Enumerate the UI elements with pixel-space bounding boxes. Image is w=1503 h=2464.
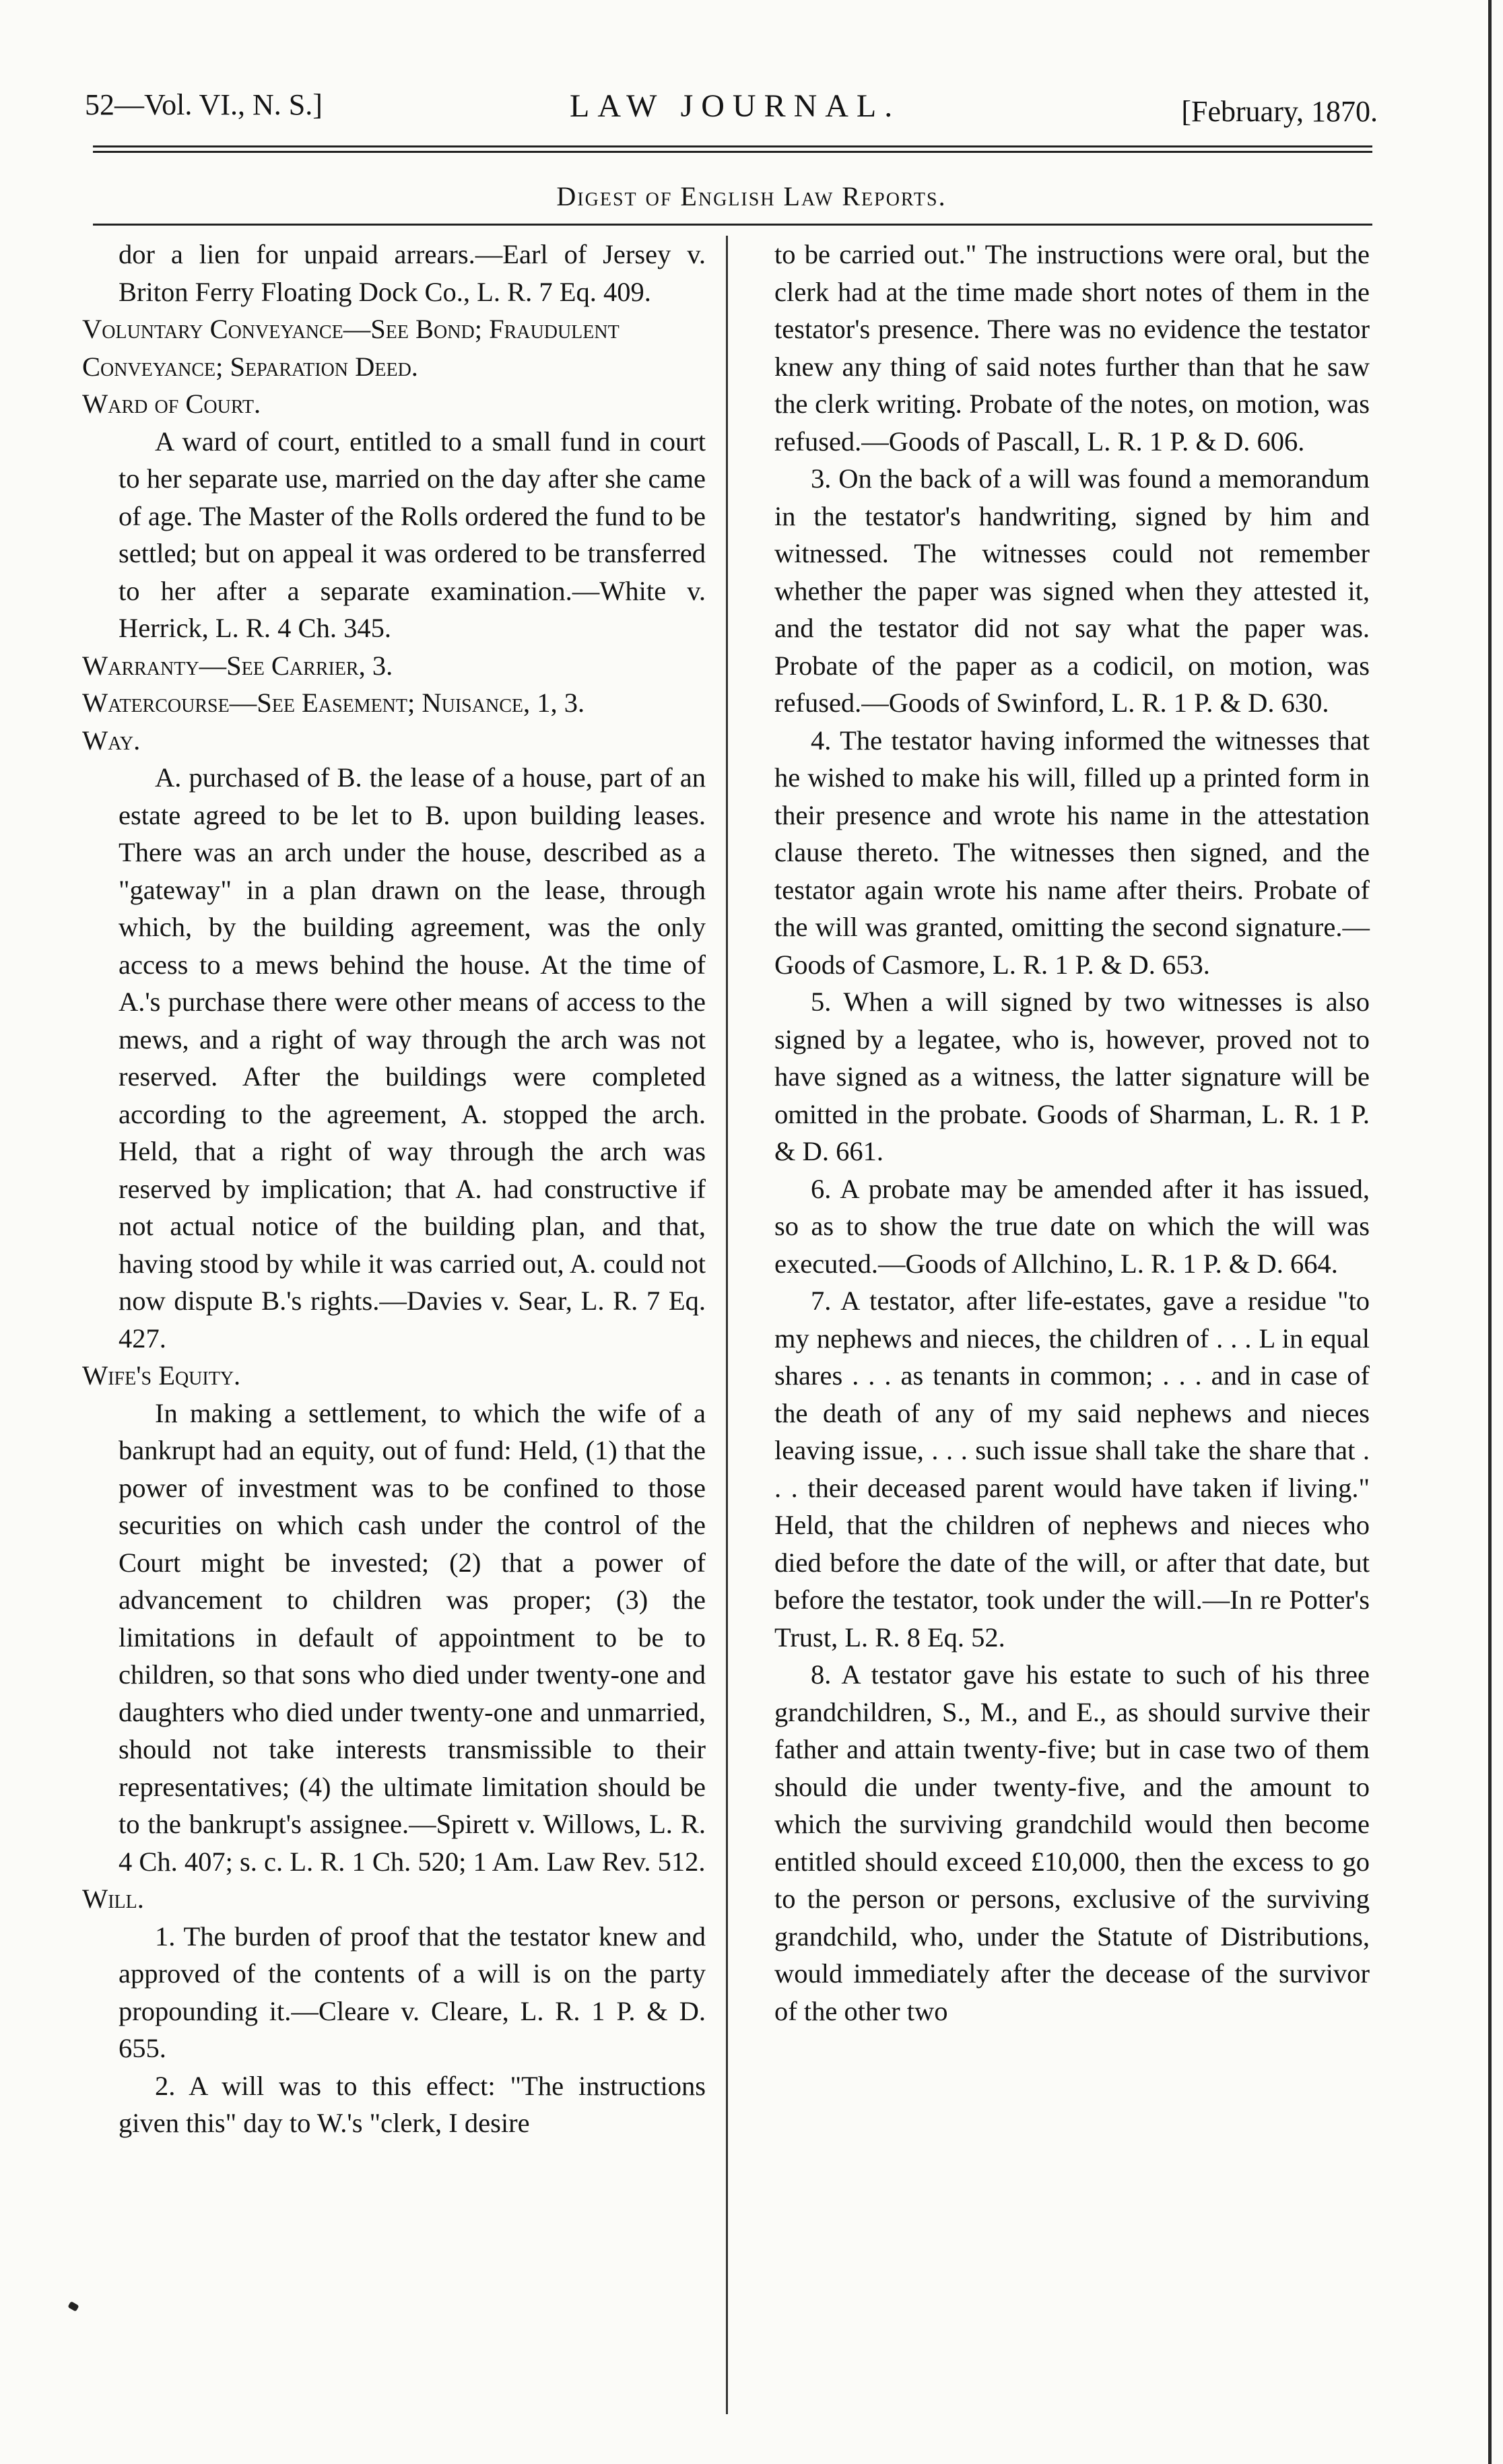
- section-subheader: Digest of English Law Reports.: [556, 181, 947, 211]
- digest-paragraph: A ward of court, entitled to a small fund in court to her separate use, married on the day after she came of age. The Master of the Rolls ordered the fund to be settled; but on appeal it was ordered to be transferred to her after a separate examination.—White v. Herrick, L. R. 4 Ch. 345.: [119, 426, 706, 643]
- left-column: [82, 236, 706, 2142]
- digest-paragraph: 6. A probate may be amended after it has issued, so as to show the true date on which the will was executed.—Goods of Allchino, L. R. 1 P. & D. 664.: [774, 1173, 1370, 1279]
- digest-paragraph: In making a settlement, to which the wife of a bankrupt had an equity, out of fund: Held, (1) that the power of investment was to be confined to those securities on which cash under the control of the Court might be invested; (2) that a power of advancement to children was proper; (3) the limitations in default of appointment to be to children, so that sons who died under twenty-one and daughters who died under twenty-one and unmarried, should not take interests transmissible to their representatives; (4) the ultimate limitation should be to the bankrupt's assignee.—Spirett v. Willows, L. R. 4 Ch. 407; s. c. L. R. 1 Ch. 520; 1 Am. Law Rev. 512.: [119, 1397, 706, 1877]
- margin-mark: [67, 2301, 79, 2312]
- digest-heading: Wife's Equity.: [82, 1360, 241, 1391]
- digest-paragraph: 7. A testator, after life-estates, gave a residue "to my nephews and nieces, the children of . . . L in equal shares . . . as tenants in common; . . . and in case of the death of any of my said nephews and nieces leaving issue, . . . such issue shall take the share that . . . their deceased parent would have taken if living." Held, that the children of nephews and nieces who died before the date of the will, or after that date, but before the testator, took under the will.—In re Potter's Trust, L. R. 8 Eq. 52.: [774, 1286, 1370, 1653]
- digest-paragraph: 8. A testator gave his estate to such of his three grandchildren, S., M., and E., as should survive their father and attain twenty-five; but in case two of them should die under twenty-five, and the amount to which the surviving grandchild would then become entitled should exceed £10,000, then the excess to go to the person or persons, exclusive of the surviving grandchild, who, under the Statute of Distributions, would immediately after the decease of the survivor of the other two: [774, 1659, 1370, 2026]
- digest-paragraph: 4. The testator having informed the witnesses that he wished to make his will, filled up a printed form in their presence and wrote his name in the attestation clause thereto. The witnesses then signed, and the testator again wrote his name after theirs. Probate of the will was granted, omitting the second signature.—Goods of Casmore, L. R. 1 P. & D. 653.: [774, 725, 1370, 980]
- text-line: dor a lien for unpaid arrears.—Earl of Jersey v. Briton Ferry Floating Dock Co., L. R. 7 Eq. 409.: [119, 239, 706, 307]
- page-header: [85, 88, 1378, 141]
- digest-heading: Watercourse—See Easement; Nuisance, 1, 3.: [82, 688, 585, 718]
- header-rule-bottom: [93, 151, 1372, 153]
- header-rule-top: [93, 145, 1372, 147]
- digest-paragraph: 5. When a will signed by two witnesses is also signed by a legatee, who is, however, proved not to have signed as a witness, the latter signature will be omitted in the probate. Goods of Sharman, L. R. 1 P. & D. 661.: [774, 987, 1370, 1166]
- digest-paragraph: 3. On the back of a will was found a memorandum in the testator's handwriting, signed by him and witnessed. The witnesses could not remember whether the paper was signed when they attested it, and the testator did not say what the paper was. Probate of the paper as a codicil, on motion, was refused.—Goods of Swinford, L. R. 1 P. & D. 630.: [774, 463, 1370, 718]
- digest-heading: Voluntary Conveyance—See Bond; Fraudulent Conveyance; Separation Deed.: [82, 314, 620, 382]
- digest-heading: Will.: [82, 1884, 144, 1914]
- digest-heading: Ward of Court.: [82, 389, 261, 419]
- page-edge: [1488, 0, 1492, 2464]
- journal-title: LAW JOURNAL.: [570, 88, 901, 124]
- digest-heading: Way.: [82, 725, 141, 756]
- column-separator: [726, 236, 728, 2414]
- digest-paragraph: 2. A will was to this effect: "The instructions given this" day to W.'s "clerk, I desire: [119, 2070, 706, 2138]
- digest-paragraph: to be carried out." The instructions were oral, but the clerk had at the time made short notes of them in the testator's presence. There was no evidence the testator knew any thing of said notes further than that he saw the clerk writing. Probate of the notes, on motion, was refused.—Goods of Pascall, L. R. 1 P. & D. 606.: [774, 239, 1370, 457]
- issue-date: [February, 1870.: [1181, 95, 1378, 128]
- digest-paragraph: A. purchased of B. the lease of a house, part of an estate agreed to be let to B. upon building leases. There was an arch under the house, described as a "gateway" in a plan drawn on the lease, through which, by the building agreement, was the only access to a mews behind the house. At the time of A.'s purchase there were other means of access to the mews, and a right of way through the arch was not reserved. After the buildings were completed according to the agreement, A. stopped the arch. Held, that a right of way through the arch was reserved by implication; that A. had constructive if not actual notice of the building plan, and that, having stood by while it was carried out, A. could not now dispute B.'s rights.—Davies v. Sear, L. R. 7 Eq. 427.: [119, 762, 706, 1354]
- digest-heading: Warranty—See Carrier, 3.: [82, 650, 393, 681]
- digest-paragraph: 1. The burden of proof that the testator knew and approved of the contents of a will is on the party propounding it.—Cleare v. Cleare, L. R. 1 P. & D. 655.: [119, 1921, 706, 2063]
- volume-label: 52—Vol. VI., N. S.]: [85, 88, 323, 121]
- right-column: [774, 236, 1370, 2030]
- subheader-rule: [93, 224, 1372, 226]
